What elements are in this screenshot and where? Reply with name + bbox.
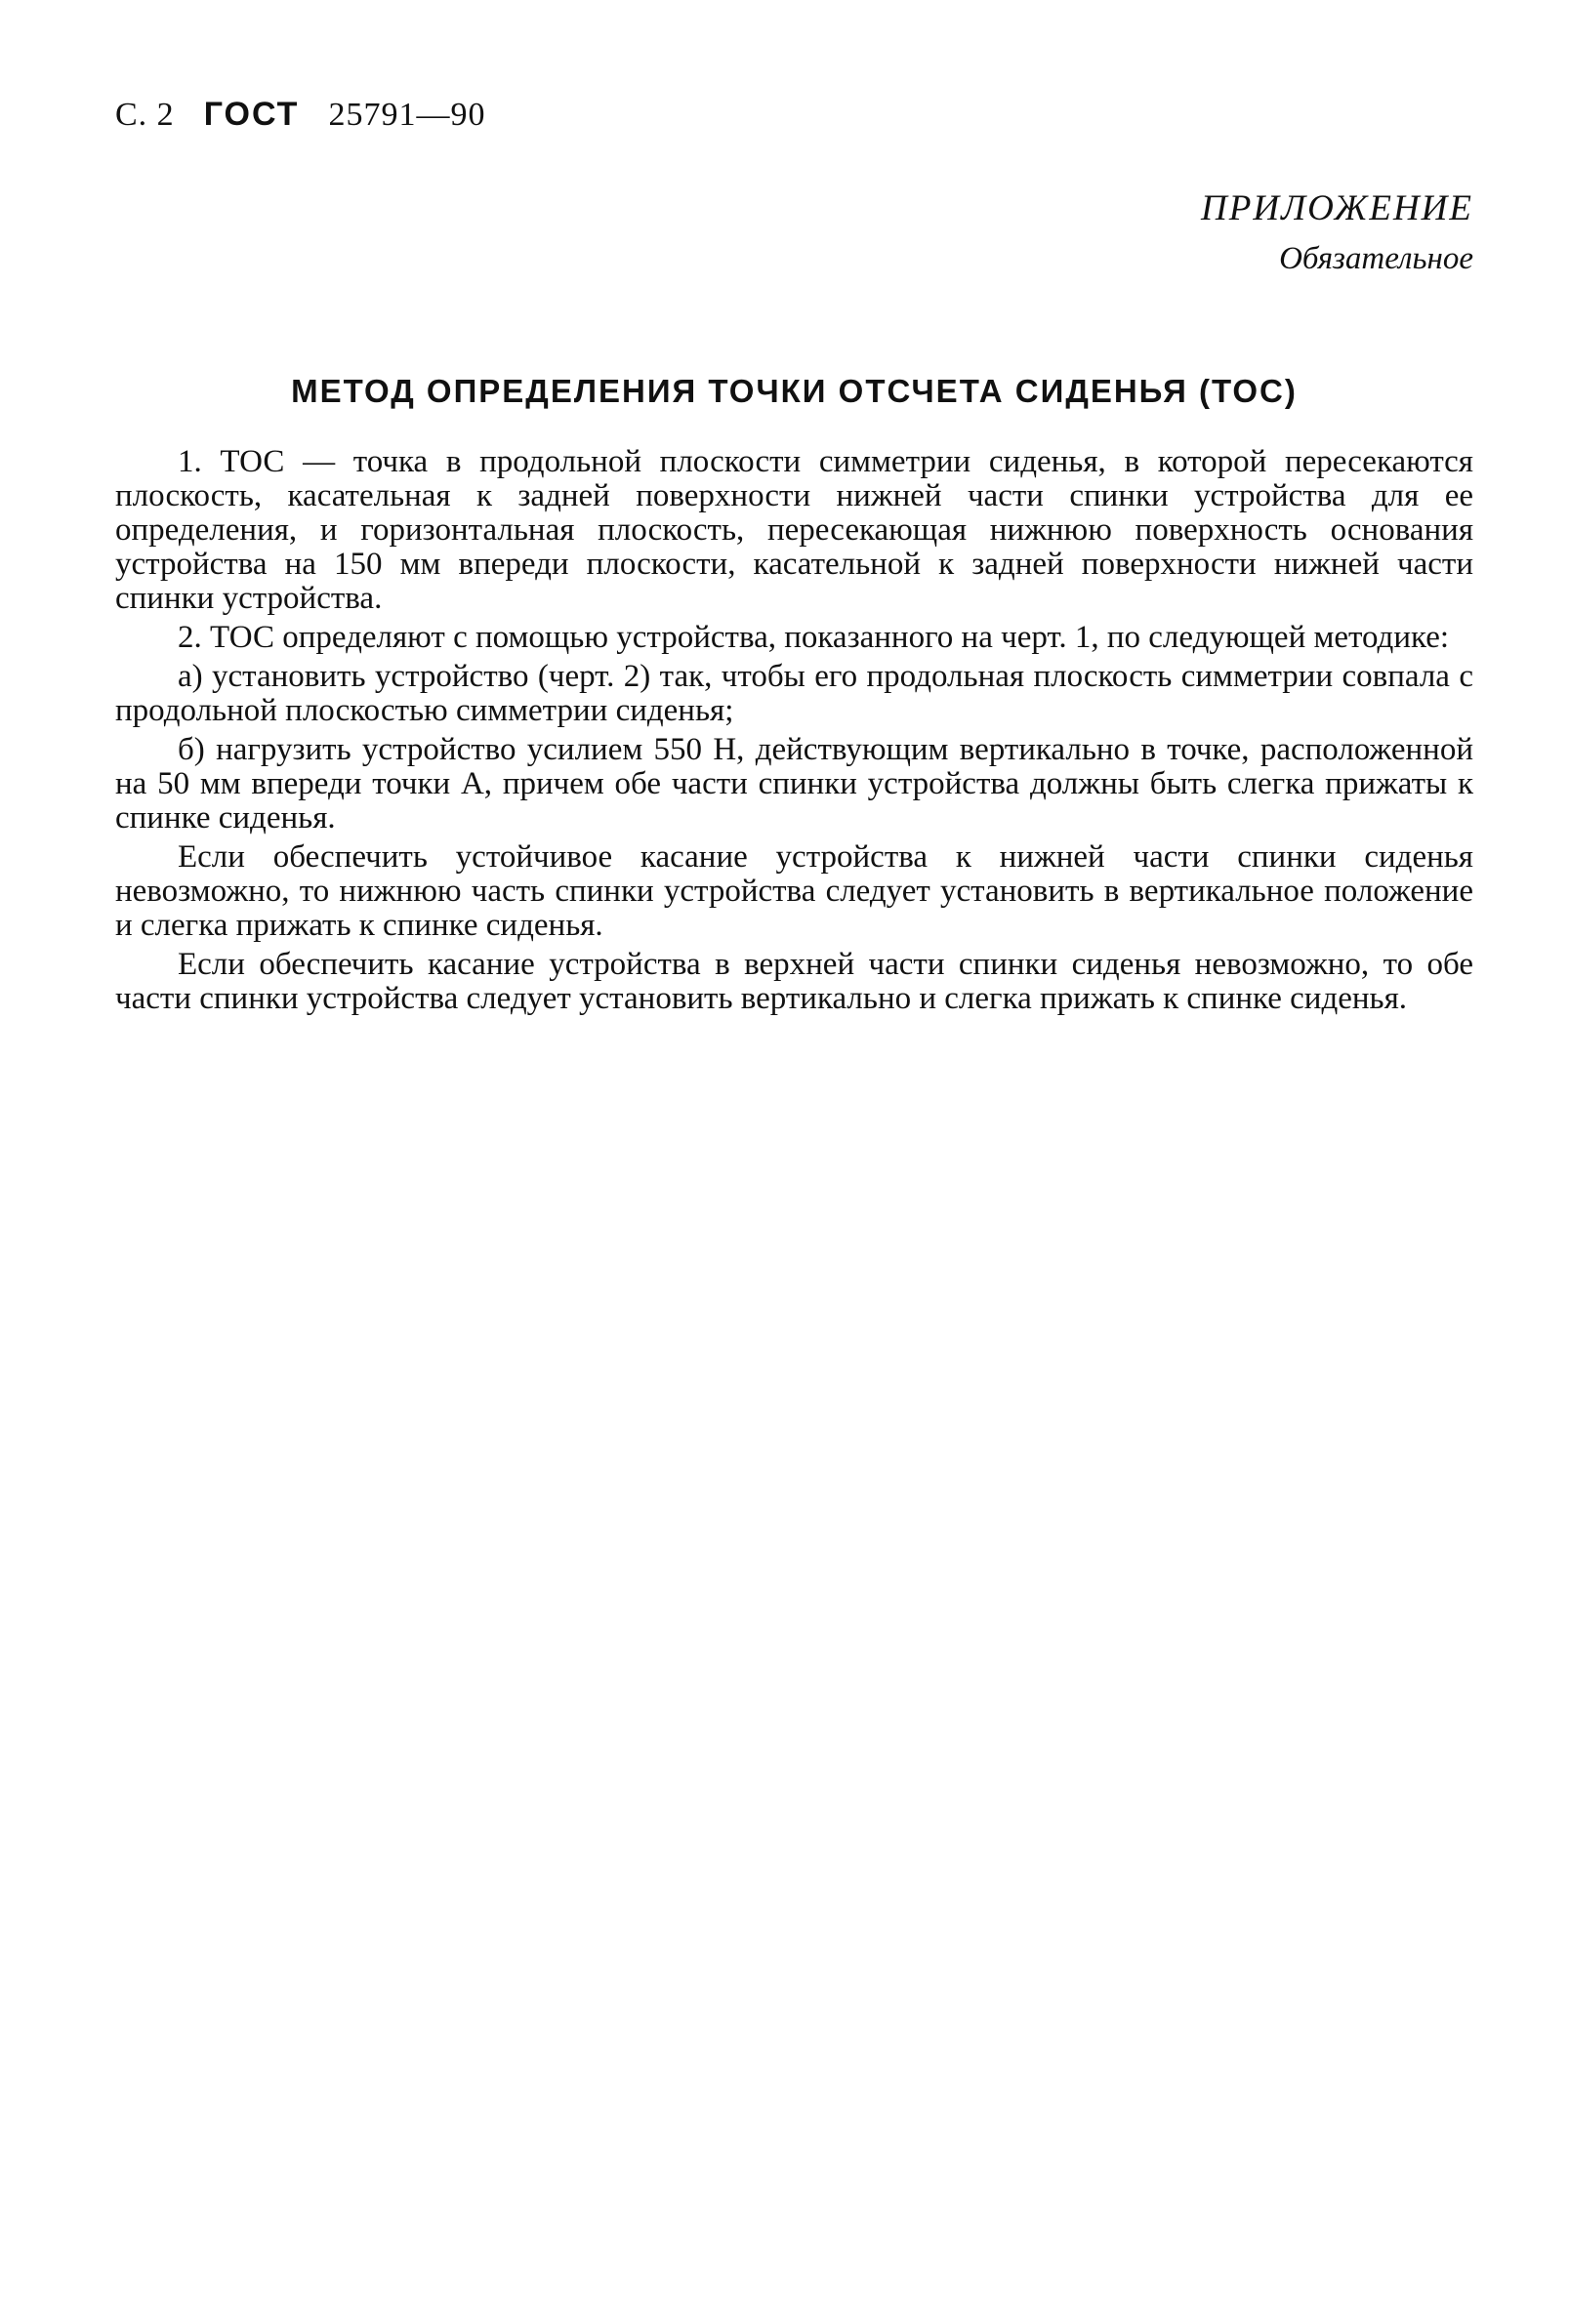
section-title: МЕТОД ОПРЕДЕЛЕНИЯ ТОЧКИ ОТСЧЕТА СИДЕНЬЯ (ТОС) xyxy=(291,373,1298,409)
paragraph-4: б) нагрузить устройство усилием 550 Н, действующим вертикально в точке, расположенной на 50 мм впереди точки А, причем обе части спинки устройства должны быть слегка прижаты к спинке сиденья. xyxy=(115,732,1473,836)
paragraph-6: Если обеспечить касание устройства в верхней части спинки сиденья невозможно, то обе части спинки устройства следует установить вертикально и слегка прижать к спинке сиденья. xyxy=(115,947,1473,1016)
standard-label: ГОСТ xyxy=(203,96,300,133)
page-number: С. 2 xyxy=(115,97,175,133)
paragraph-5: Если обеспечить устойчивое касание устройства к нижней части спинки сиденья невозможно, то нижнюю часть спинки устройства следует установить в вертикальное положение и слегка прижать к спинке сиденья. xyxy=(115,839,1473,943)
appendix-block xyxy=(1201,187,1473,277)
body-text xyxy=(115,445,1473,1021)
paragraph-3: а) установить устройство (черт. 2) так, чтобы его продольная плоскость симметрии совпала с продольной плоскостью симметрии сиденья; xyxy=(115,659,1473,728)
page-header xyxy=(115,96,485,134)
standard-number: 25791—90 xyxy=(328,97,486,133)
paragraph-2: 2. ТОС определяют с помощью устройства, показанного на черт. 1, по следующей методике: xyxy=(178,620,1450,655)
appendix-note: Обязательное xyxy=(1279,241,1473,276)
paragraph-1: 1. ТОС — точка в продольной плоскости симметрии сиденья, в которой пересекаются плоскость, касательная к задней поверхности нижней части спинки устройства для ее определения, и горизонтальная плоскость, пересекающая нижнюю поверхность основания устройства на 150 мм впереди плоскости, касательной к задней поверхности нижней части спинки устройства. xyxy=(115,444,1473,616)
appendix-label: ПРИЛОЖЕНИЕ xyxy=(1201,188,1473,228)
